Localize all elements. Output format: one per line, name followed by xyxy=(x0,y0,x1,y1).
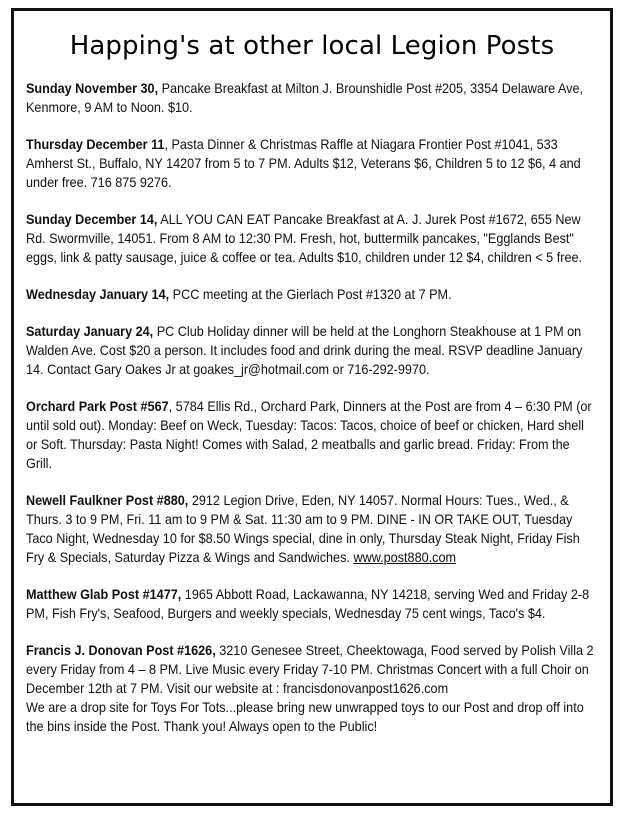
event-heading: Sunday November 30, xyxy=(26,81,159,96)
event-heading: Saturday January 24, xyxy=(26,324,154,339)
event-heading: Newell Faulkner Post #880, xyxy=(26,493,189,508)
event-entry-pc-club-dinner xyxy=(26,322,595,379)
flyer-frame xyxy=(11,8,613,806)
page-title: Happing's at other local Legion Posts xyxy=(69,31,555,61)
event-entry-pcc-meeting xyxy=(26,285,595,304)
event-list xyxy=(26,79,598,736)
event-details: , 5784 Ellis Rd., Orchard Park, Dinners at the Post are from 4 – 6:30 PM (or until sold out). Monday: Beef on Weck, Tuesday: Tacos: Tacos, choice of beef or chicken, Hard shell or Soft. Thursday: Pasta Night! Comes with Salad, 2 meatballs and garlic bread. Friday: From the Grill. xyxy=(26,399,592,471)
event-details: PC Club Holiday dinner will be held at the Longhorn Steakhouse at 1 PM on Walden Ave. Cost $20 a person. It includes food and drink during the meal. RSVP deadline January 14. Contact Gary Oakes Jr at goakes_jr@hotmail.com or 716-292-9970. xyxy=(26,324,583,377)
event-entry-niagara-frontier xyxy=(26,135,595,192)
event-details: 2912 Legion Drive, Eden, NY 14057. Normal Hours: Tues., Wed., & Thurs. 3 to 9 PM, Fri. 11 am to 9 PM & Sat. 11:30 am to 9 PM. DINE - IN OR TAKE OUT, Tuesday Taco Night, Wednesday 10 for $8.50 Wings special, dine in only, Thursday Steak Night, Friday Fish Fry & Specials, Saturday Pizza & Wings and Sandwiches. xyxy=(26,493,580,565)
event-heading: Sunday December 14, xyxy=(26,212,158,227)
event-details: ALL YOU CAN EAT Pancake Breakfast at A. J. Jurek Post #1672, 655 New Rd. Swormville, 14051. From 8 AM to 12:30 PM. Fresh, hot, buttermilk pancakes, "Egglands Best" eggs, link & patty sausage, juice & coffee or tea. Adults $10, children under 12 $4, children < 5 free. xyxy=(26,212,583,265)
event-details: PCC meeting at the Gierlach Post #1320 at 7 PM. xyxy=(169,287,452,302)
event-entry-milton-brounshidle xyxy=(26,79,595,117)
event-heading: Thursday December 11 xyxy=(26,137,165,152)
event-entry-matthew-glab xyxy=(26,585,595,623)
event-entry-jurek xyxy=(26,210,595,267)
post880-website-link[interactable]: www.post880.com xyxy=(353,550,457,565)
event-details: Pancake Breakfast at Milton J. Brounshidle Post #205, 3354 Delaware Ave, Kenmore, 9 AM to Noon. $10. xyxy=(26,81,584,115)
event-heading: Francis J. Donovan Post #1626, xyxy=(26,643,216,658)
event-heading: Orchard Park Post #567 xyxy=(26,399,169,414)
event-entry-francis-donovan xyxy=(26,641,595,736)
event-entry-orchard-park xyxy=(26,397,595,473)
event-details: 3210 Genesee Street, Cheektowaga, Food served by Polish Villa 2 every Friday from 4 – 8 PM. Live Music every Friday 7-10 PM. Christmas Concert with a full Choir on December 12th at 7 PM. Visit our website at : francisdonovanpost1626.com xyxy=(26,643,594,696)
event-heading: Matthew Glab Post #1477, xyxy=(26,587,182,602)
event-details: 1965 Abbott Road, Lackawanna, NY 14218, serving Wed and Friday 2-8 PM, Fish Fry's, Seafood, Burgers and weekly specials, Wednesday 75 cent wings, Taco's $4. xyxy=(26,587,590,621)
event-entry-newell-faulkner xyxy=(26,491,595,567)
toys-for-tots-note: We are a drop site for Toys For Tots...please bring new unwrapped toys to our Post and drop off into the bins inside the Post. Thank you! Always open to the Public! xyxy=(26,700,584,734)
event-heading: Wednesday January 14, xyxy=(26,287,170,302)
event-details: , Pasta Dinner & Christmas Raffle at Niagara Frontier Post #1041, 533 Amherst St., Buffalo, NY 14207 from 5 to 7 PM. Adults $12, Veterans $6, Children 5 to 12 $6, 4 and under free. 716 875 9276. xyxy=(26,137,581,190)
